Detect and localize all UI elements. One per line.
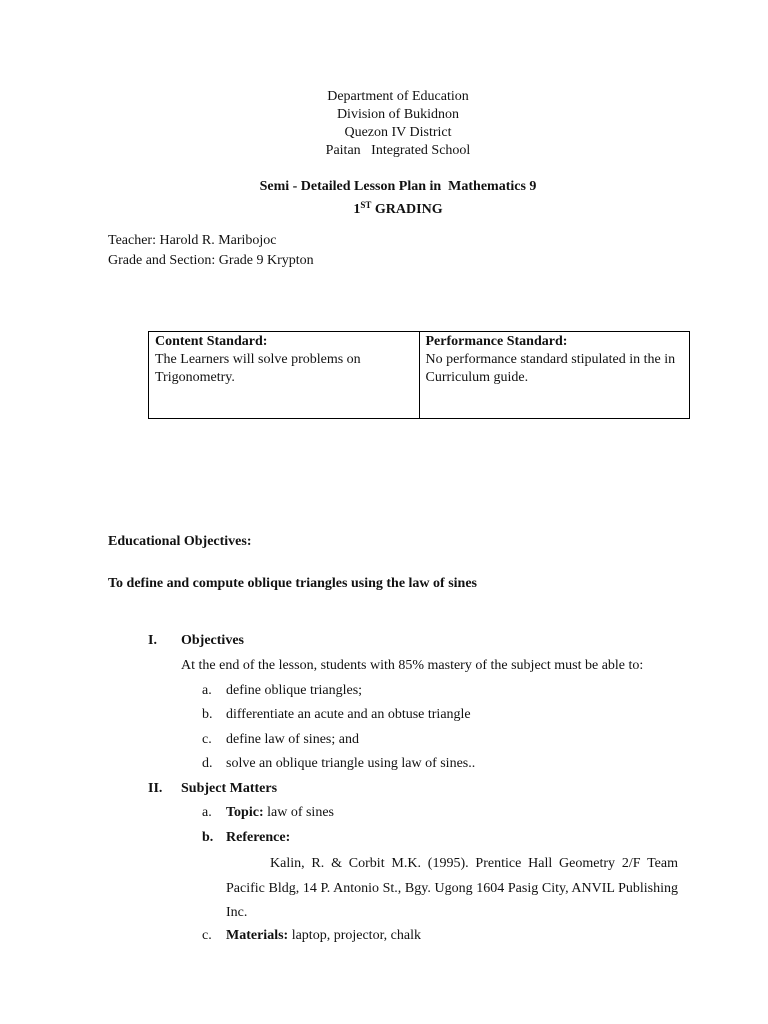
item-letter: a. [202,805,212,820]
grading-number: 1 [353,202,361,217]
title-line: Semi - Detailed Lesson Plan in Mathematics 9 [259,179,537,194]
grading-suffix: ST [360,200,372,210]
section-1-intro: At the end of the lesson, students with 85% mastery of the subject must be able to: [181,658,644,673]
grading-word: GRADING [371,202,443,217]
school-header [0,88,768,160]
content-standard-text: The Learners will solve problems on Trigonometry. [155,352,361,385]
educational-objectives-heading: Educational Objectives: [108,534,252,549]
section-1-title: Objectives [181,633,244,648]
item-letter: b. [202,707,213,722]
standards-row [149,332,690,419]
topic-value: law of sines [263,805,334,820]
standards-table [148,331,690,419]
performance-standard-heading: Performance Standard: [425,334,568,349]
item-letter: d. [202,756,213,771]
reference-citation [226,852,678,926]
header-school: Paitan Integrated School [325,143,471,158]
section-1-numeral: I. [148,633,157,648]
item-text: differentiate an acute and an obtuse triangle [226,707,471,722]
section-2-numeral: II. [148,781,163,796]
reference-label: Reference: [226,830,291,845]
materials-value: laptop, projector, chalk [288,928,421,943]
teacher-info [108,231,314,271]
item-text [226,805,334,821]
section-2-title: Subject Matters [181,781,278,796]
item-letter: a. [202,683,212,698]
materials-label: Materials: [226,928,289,943]
lesson-plan-title [0,178,768,219]
grading-line [0,196,768,219]
grade-section: Grade and Section: Grade 9 Krypton [108,253,314,268]
header-division: Division of Bukidnon [336,107,460,122]
content-standard-heading: Content Standard: [155,334,268,349]
item-text: solve an oblique triangle using law of sines.. [226,756,476,771]
item-text [226,928,421,944]
objective-statement: To define and compute oblique triangles using the law of sines [108,576,477,591]
item-letter: c. [202,732,212,747]
content-standard-cell [149,332,420,419]
performance-standard-text: No performance standard stipulated in the in Curriculum guide. [425,352,676,385]
teacher-name: Teacher: Harold R. Maribojoc [108,233,277,248]
item-letter: c. [202,928,212,943]
item-letter: b. [202,830,214,845]
reference-text: Kalin, R. & Corbit M.K. (1995). Prentice Hall Geometry 2/F Team Pacific Bldg, 14 P. Antonio St., Bgy. Ugong 1604 Pasig City, ANVIL Publishing Inc. [226,856,678,920]
item-text: define oblique triangles; [226,683,363,698]
performance-standard-cell [419,332,690,419]
header-district: Quezon IV District [344,125,452,140]
topic-label: Topic: [226,805,264,820]
item-text: define law of sines; and [226,732,359,747]
header-department: Department of Education [327,89,469,104]
